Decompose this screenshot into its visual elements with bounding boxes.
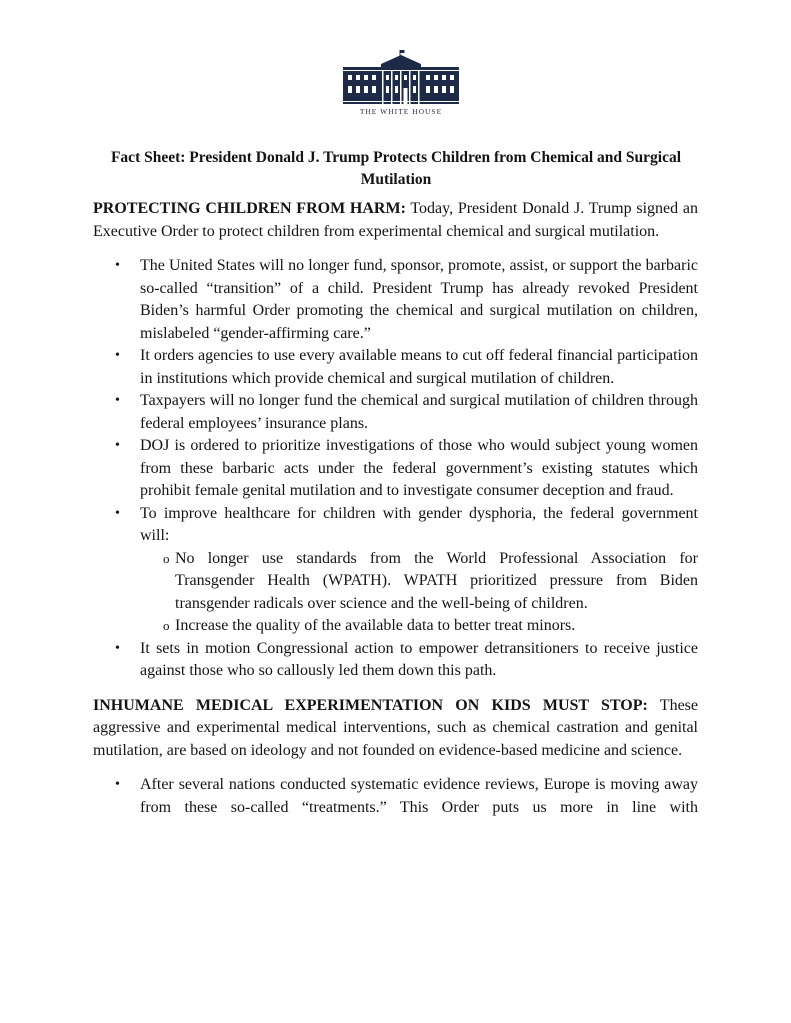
circle-bullet-icon: o xyxy=(163,618,170,633)
bullet-icon: • xyxy=(115,438,120,453)
section-text: Today, President Donald J. Trump signed an Executive Order to protect children from experimental chemical and surgical mutilation. xyxy=(93,200,698,240)
page-title: Fact Sheet: President Donald J. Trump Protects Children from Chemical and Surgical Mutilation xyxy=(110,149,682,188)
list-item: • It orders agencies to use every available means to cut off federal financial participation in institutions which provide chemical and surgical mutilation of children. xyxy=(115,347,698,387)
document-body xyxy=(93,198,698,831)
bullet-icon: • xyxy=(115,393,120,408)
bullet-icon: • xyxy=(115,777,120,792)
sub-list-item: o Increase the quality of the available data to better treat minors. xyxy=(140,615,698,638)
list-item: • DOJ is ordered to prioritize investigations of those who would subject young women from these barbaric acts under the federal government’s existing statutes which prohibit female genital mutilation and to investigate consumer deception and fraud. xyxy=(115,437,698,499)
section-heading: PROTECTING CHILDREN FROM HARM: xyxy=(93,200,406,217)
bullet-icon: • xyxy=(115,348,120,363)
white-house-building-icon xyxy=(341,50,461,105)
section-inhumane-experimentation xyxy=(93,695,698,763)
white-house-logo xyxy=(341,50,461,120)
bullet-icon: • xyxy=(115,505,120,521)
list-item: • To improve healthcare for children with gender dysphoria, the federal government will: o No longer use standards from the World Professional Association for Transgender Health (WPATH). WPATH prioritized pressure from Biden transgender radicals over science and the well-being of children. o Increase the quality of the available data to better treat minors. xyxy=(93,503,698,638)
logo-text: THE WHITE HOUSE xyxy=(359,107,443,116)
sub-bullet-list xyxy=(140,548,698,638)
list-item: • After several nations conducted systematic evidence reviews, Europe is moving away from these so-called “treatments.” This Order puts us more in line with xyxy=(115,776,698,816)
bullet-icon: • xyxy=(115,640,120,656)
list-item: • Taxpayers will no longer fund the chemical and surgical mutilation of children through federal employees’ insurance plans. xyxy=(115,392,698,432)
section-protecting-children xyxy=(93,198,698,243)
list-item: • It sets in motion Congressional action to empower detransitioners to receive justice against those who so callously led them down this path. xyxy=(115,639,698,679)
bullet-icon: • xyxy=(115,258,120,273)
list-item: • The United States will no longer fund, sponsor, promote, assist, or support the barbaric so-called “transition” of a child. President Trump has already revoked President Biden’s harmful Order promoting the chemical and surgical mutilation on children, mislabeled “gender-affirming care.” xyxy=(115,257,698,342)
sub-list-item: o No longer use standards from the World Professional Association for Transgender Health (WPATH). WPATH prioritized pressure from Biden transgender radicals over science and the well-being of children. xyxy=(163,549,698,612)
section-heading: INHUMANE MEDICAL EXPERIMENTATION ON KIDS MUST STOP: xyxy=(93,696,648,714)
circle-bullet-icon: o xyxy=(163,550,170,566)
section-text: These aggressive and experimental medical interventions, such as chemical castration and genital mutilation, are based on ideology and not founded on evidence-based medicine and science. xyxy=(93,696,698,759)
bullet-list xyxy=(93,774,698,819)
bullet-list xyxy=(93,255,698,683)
